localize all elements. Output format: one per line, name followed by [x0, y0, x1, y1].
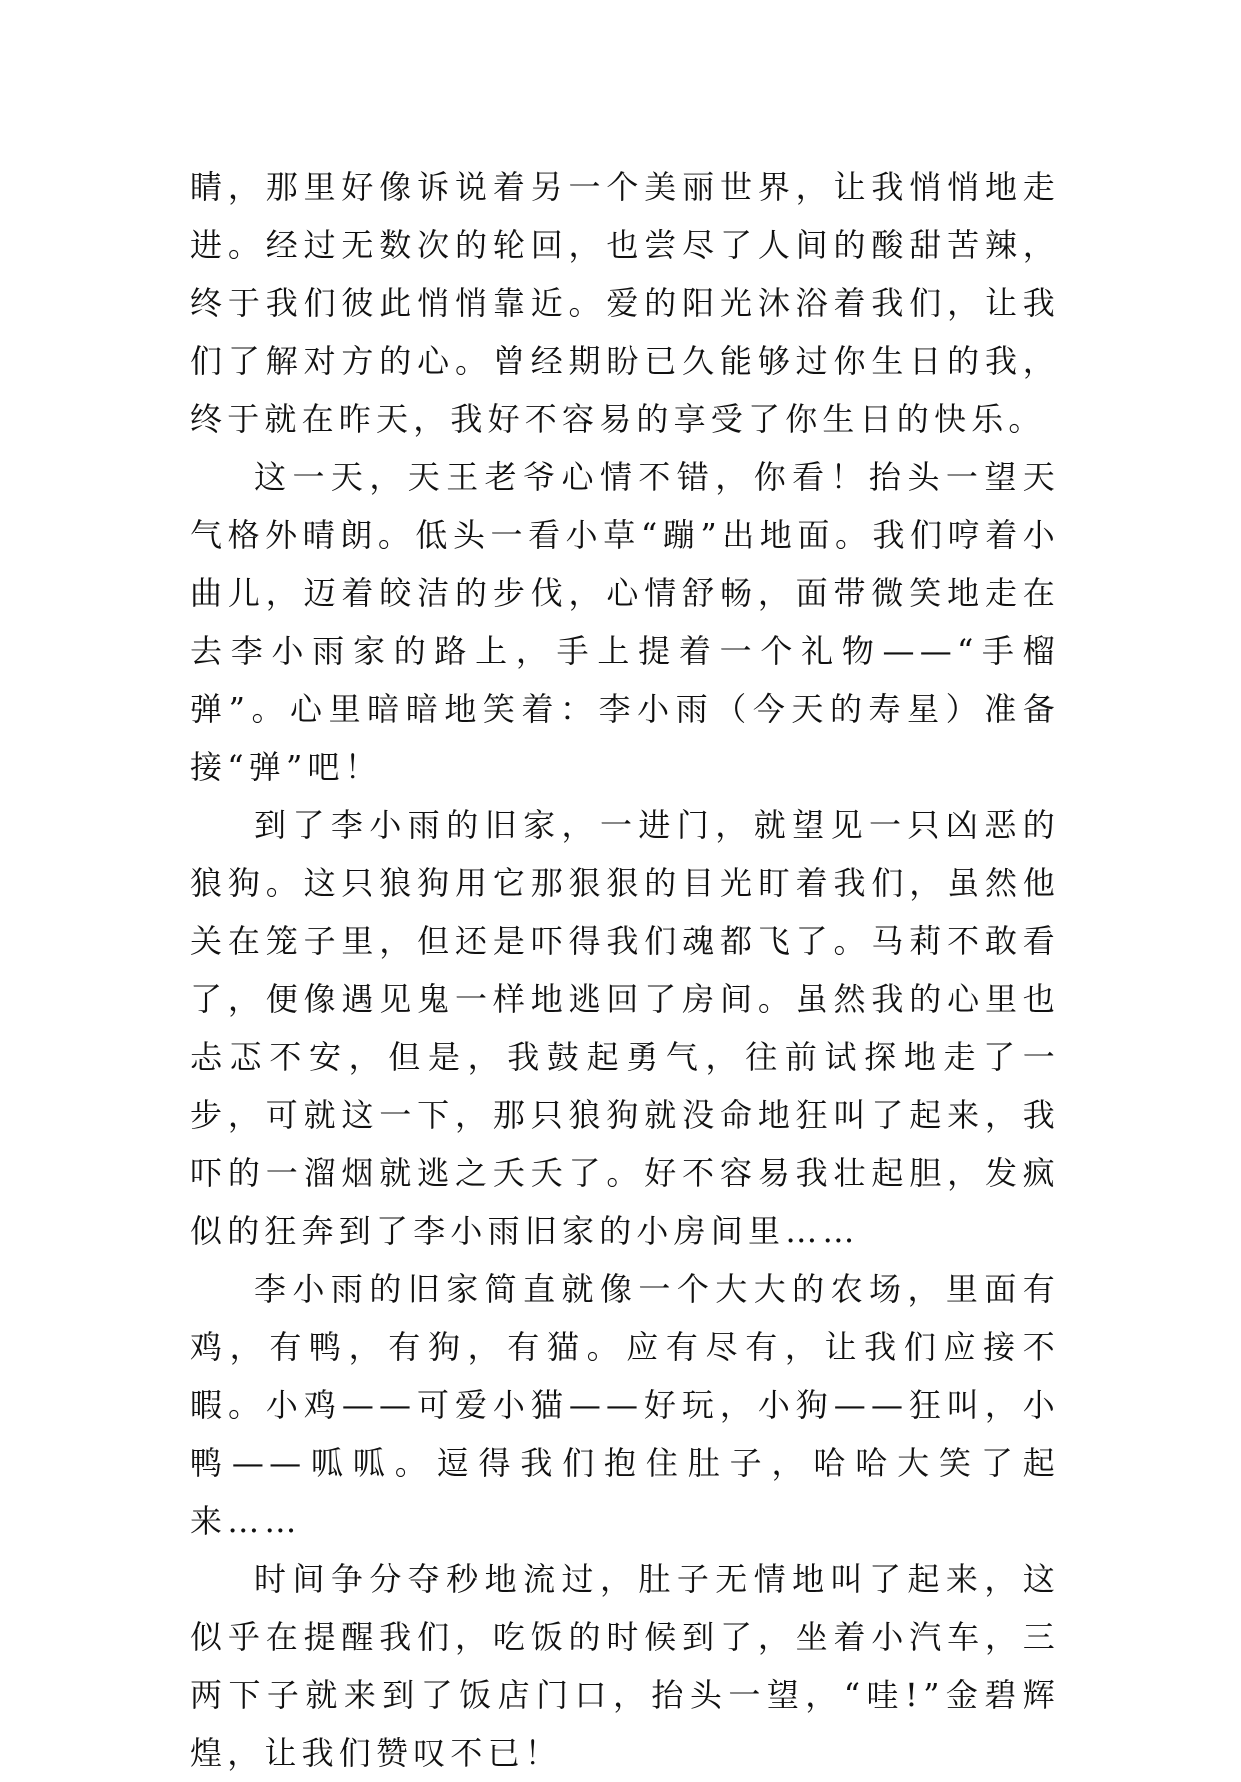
paragraph-5: 时间争分夺秒地流过，肚子无情地叫了起来，这似乎在提醒我们，吃饭的时候到了，坐着小汽车，三两下子就来到了饭店门口，抬头一望，“哇!”金碧辉煌，让我们赞叹不已！ [190, 1560, 1060, 1772]
paragraph-2: 这一天，天王老爷心情不错，你看！抬头一望天气格外晴朗。低头一看小草“蹦”出地面。我们哼着小曲儿，迈着皎洁的步伐，心情舒畅，面带微笑地走在去李小雨家的路上，手上提着一个礼物——“手榴弹”。心里暗暗地笑着：李小雨（今天的寿星）准备接“弹”吧！ [190, 458, 1060, 786]
paragraph-1: 睛，那里好像诉说着另一个美丽世界，让我悄悄地走进。经过无数次的轮回，也尝尽了人间的酸甜苦辣，终于我们彼此悄悄靠近。爱的阳光沐浴着我们，让我们了解对方的心。曾经期盼已久能够过你生日的我，终于就在昨天，我好不容易的享受了你生日的快乐。 [190, 168, 1060, 438]
paragraph-3: 到了李小雨的旧家，一进门，就望见一只凶恶的狼狗。这只狼狗用它那狠狠的目光盯着我们，虽然他关在笼子里，但还是吓得我们魂都飞了。马莉不敢看了，便像遇见鬼一样地逃回了房间。虽然我的心里也忐忑不安，但是，我鼓起勇气，往前试探地走了一步，可就这一下，那只狼狗就没命地狂叫了起来，我吓的一溜烟就逃之夭夭了。好不容易我壮起胆，发疯似的狂奔到了李小雨旧家的小房间里…… [190, 806, 1060, 1250]
paragraph-4: 李小雨的旧家简直就像一个大大的农场，里面有鸡，有鸭，有狗，有猫。应有尽有，让我们应接不暇。小鸡——可爱小猫——好玩，小狗——狂叫，小鸭——呱呱。逗得我们抱住肚子，哈哈大笑了起来…… [190, 1270, 1060, 1540]
body-text [190, 158, 1060, 1782]
